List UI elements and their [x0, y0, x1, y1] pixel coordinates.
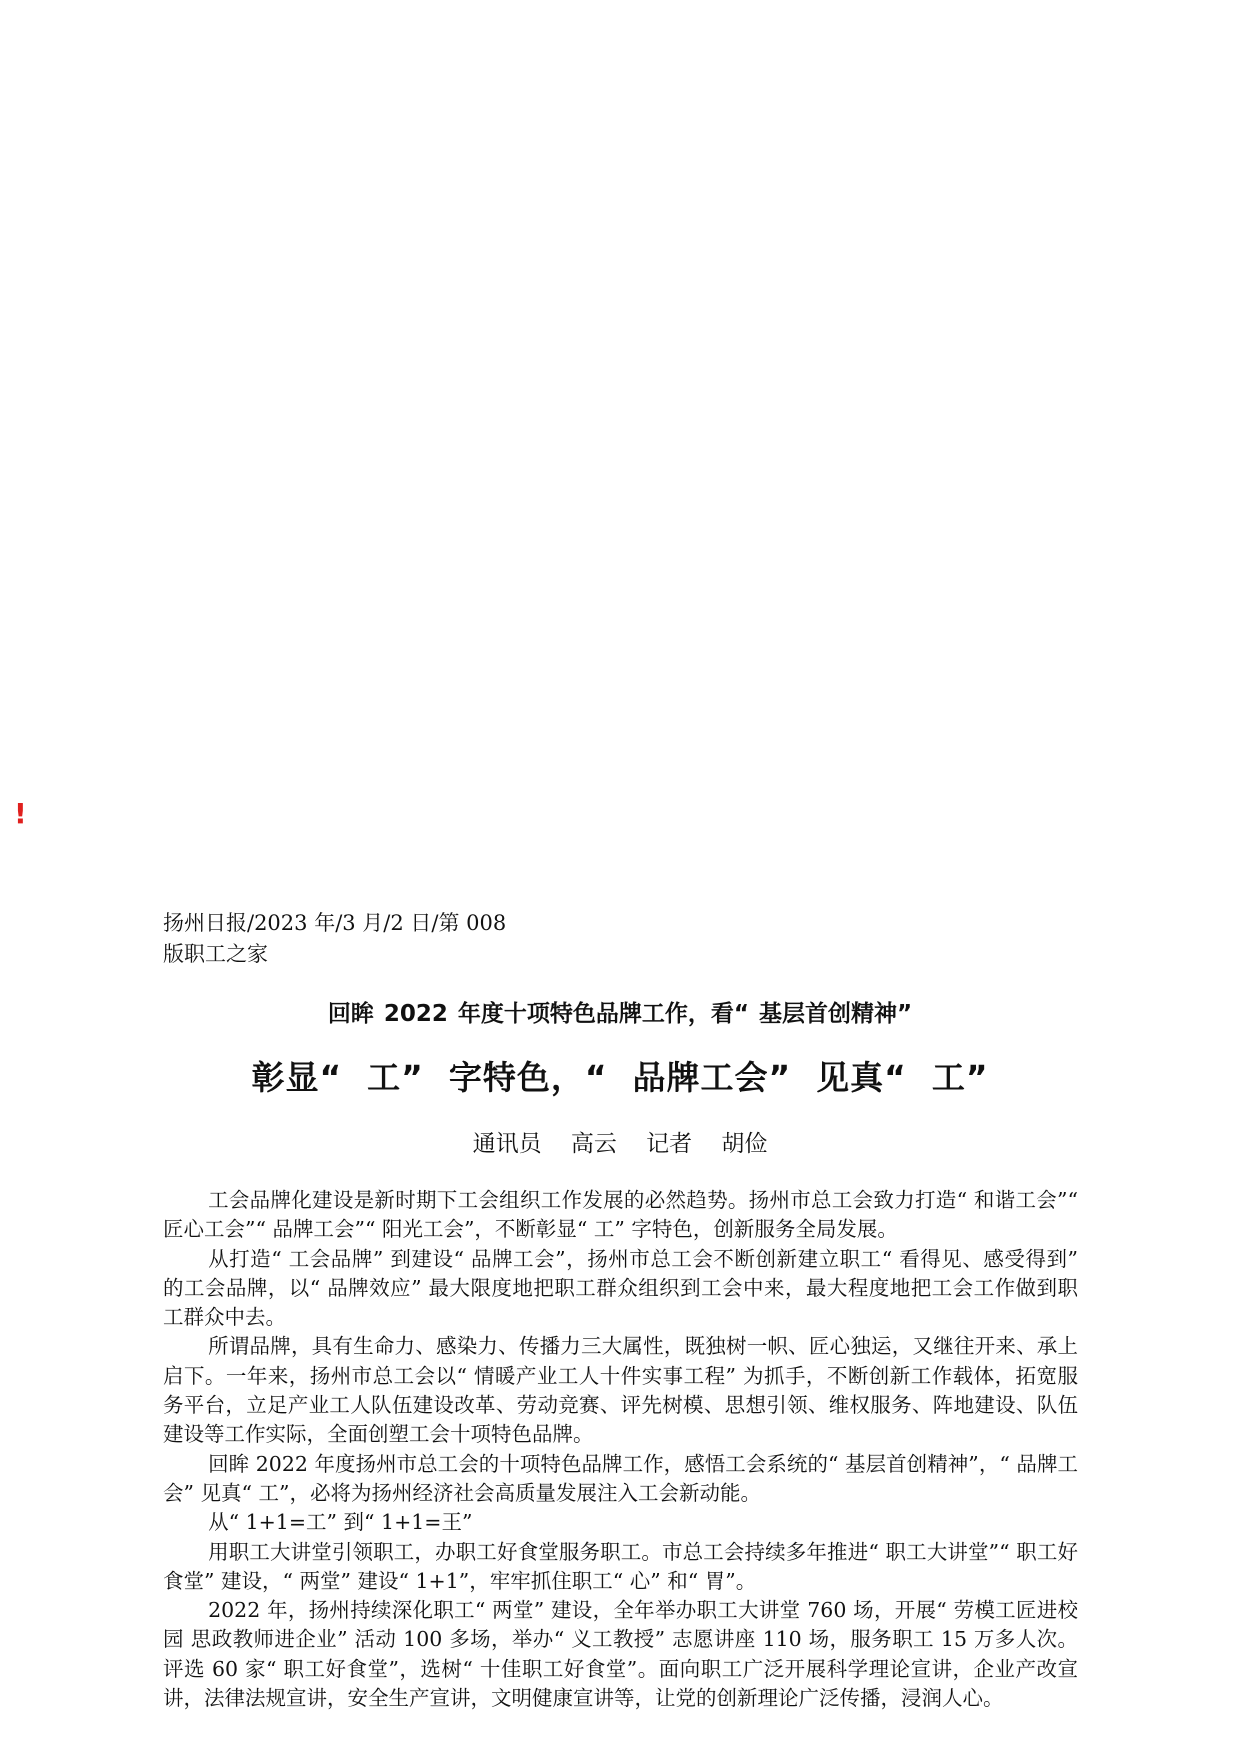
- source-line: 扬州日报/2023 年/3 月/2 日/第 008 版职工之家: [163, 911, 507, 966]
- body-paragraph: 工会品牌化建设是新时期下工会组织工作发展的必然趋势。扬州市总工会致力打造“ 和谐工会”“ 匠心工会”“ 品牌工会”“ 阳光工会”，不断彰显“ 工” 字特色，创新服务全局发展。: [163, 1188, 1078, 1242]
- section-heading: 从“ 1+1=工” 到“ 1+1=王”: [208, 1510, 473, 1535]
- article-body: [163, 1186, 1078, 1713]
- body-paragraph: 2022 年，扬州持续深化职工“ 两堂” 建设，全年举办职工大讲堂 760 场，开展“ 劳模工匠进校园 思政教师进企业” 活动 100 多场，举办“ 义工教授” 志愿讲座 110 场，服务职工 15 万多人次。评选 60 家“ 职工好食堂”，选树“ 十佳职工好食堂”。面向职工广泛开展科学理论宣讲，企业产改宣讲，法律法规宣讲，安全生产宣讲，文明健康宣讲等，让党的创新理论广泛传播，浸润人心。: [163, 1598, 1078, 1711]
- article-byline: 通讯员 高云 记者 胡俭: [472, 1131, 768, 1157]
- body-paragraph: 所谓品牌，具有生命力、感染力、传播力三大属性，既独树一帜、匠心独运，又继往开来、承上启下。一年来，扬州市总工会以“ 情暖产业工人十件实事工程” 为抓手，不断创新工作载体，拓宽服务平台，立足产业工人队伍建设改革、劳动竞赛、评先树模、思想引领、维权服务、阵地建设、队伍建设等工作实际，全面创塑工会十项特色品牌。: [163, 1334, 1078, 1447]
- article-subtitle: 回眸 2022 年度十项特色品牌工作，看“ 基层首创精神”: [327, 1001, 913, 1027]
- body-paragraph: 回眸 2022 年度扬州市总工会的十项特色品牌工作，感悟工会系统的“ 基层首创精神”，“ 品牌工会” 见真“ 工”，必将为扬州经济社会高质量发展注入工会新动能。: [163, 1451, 1078, 1505]
- article-headline: 彰显“ 工” 字特色，“ 品牌工会” 见真“ 工”: [251, 1058, 989, 1097]
- body-paragraph: 用职工大讲堂引领职工，办职工好食堂服务职工。市总工会持续多年推进“ 职工大讲堂”“ 职工好食堂” 建设，“ 两堂” 建设“ 1+1”，牢牢抓住职工“ 心” 和“ 胃”。: [163, 1539, 1078, 1593]
- body-paragraph: 从打造“ 工会品牌” 到建设“ 品牌工会”，扬州市总工会不断创新建立职工“ 看得见、感受得到” 的工会品牌，以“ 品牌效应” 最大限度地把职工群众组织到工会中来，最大程度地把工会工作做到职工群众中去。: [163, 1246, 1078, 1330]
- red-exclamation-mark: !: [14, 797, 27, 830]
